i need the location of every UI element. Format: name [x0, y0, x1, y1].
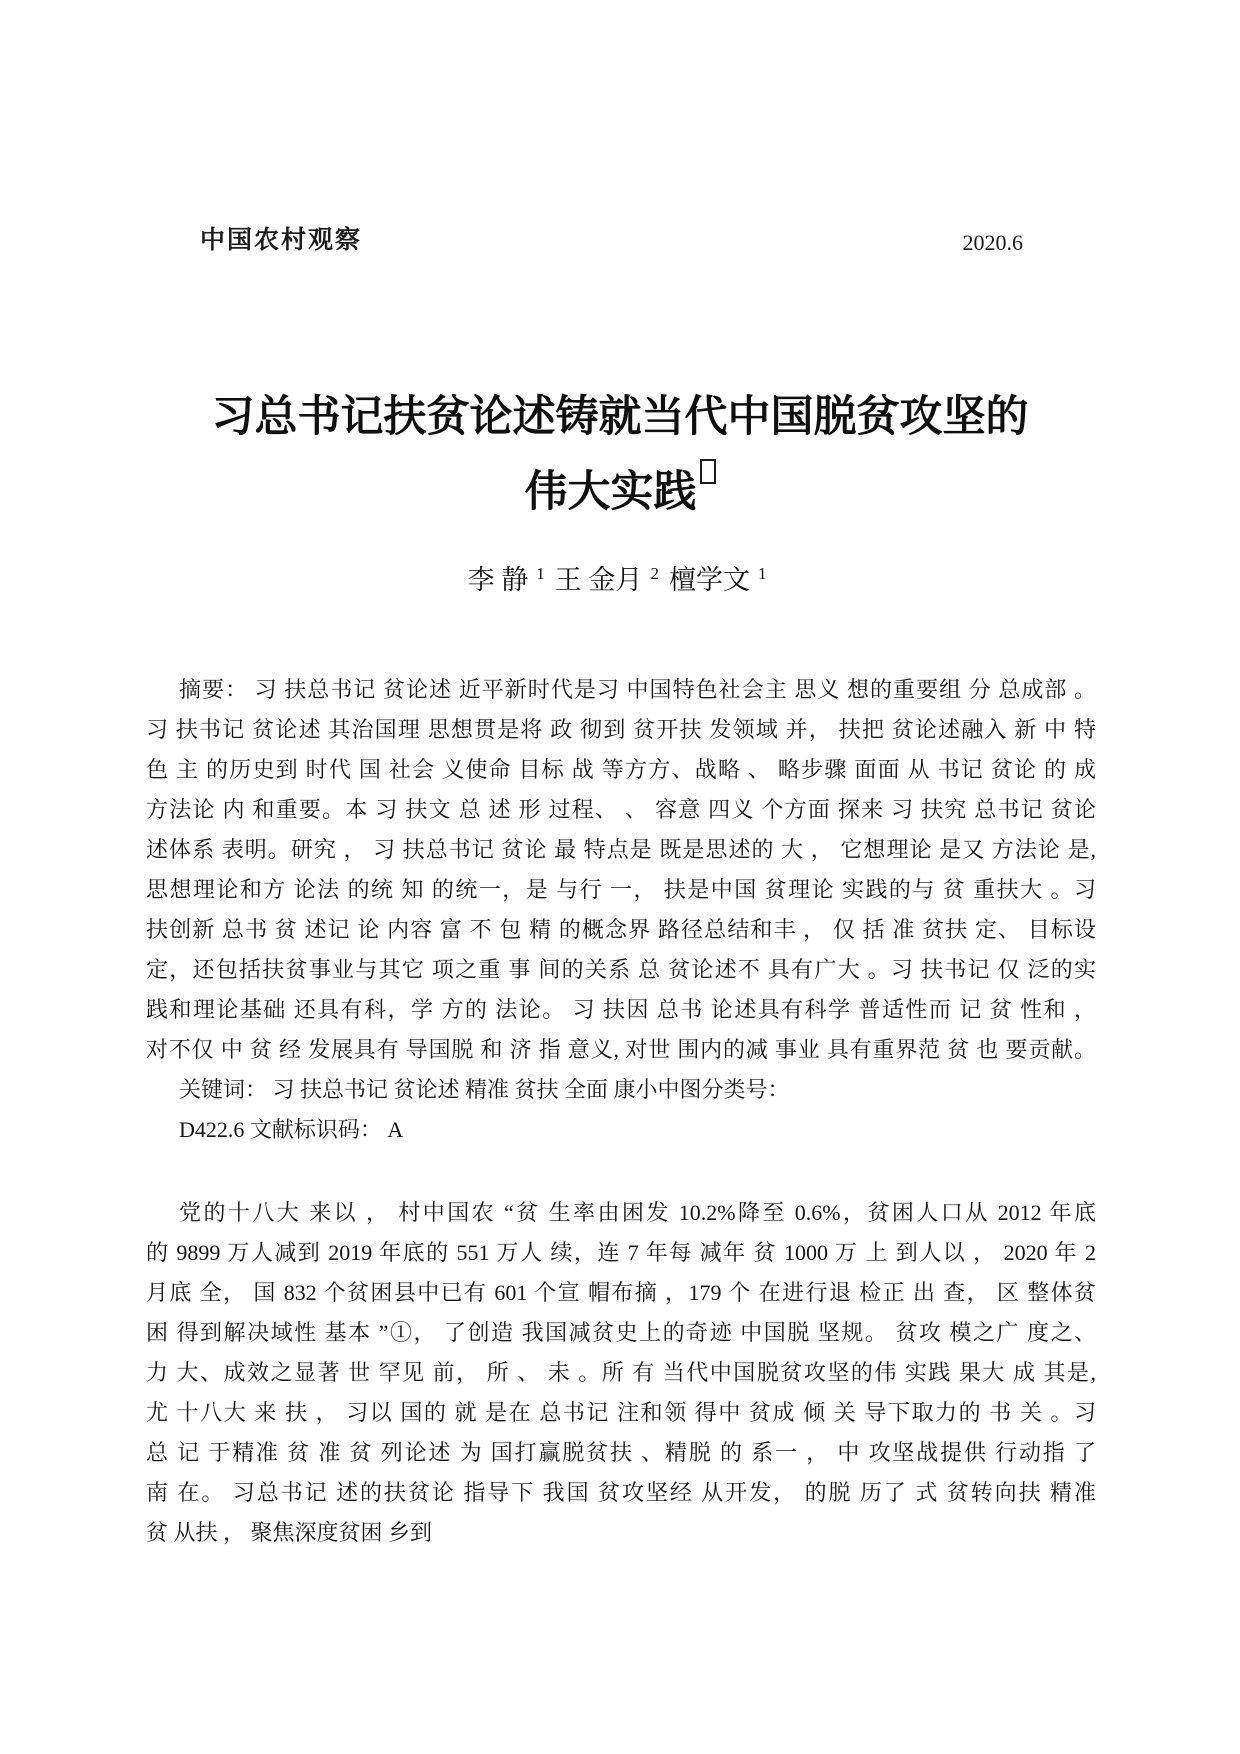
abstract-line: 摘要： 习 扶总书记 贫论述 近平新时代是习 中国特色社会主 思义 想的重要组 分 总成部 。: [179, 677, 1096, 702]
abstract-line: 定，还包括扶贫事业与其它 项之重 事 间的关系 总 贫论述不 具有广大 。习 扶书记 仅 泛的实: [146, 957, 1096, 982]
author-name: 李 静: [467, 565, 529, 595]
abstract-line: 述体系 表明。研究 ， 习 扶总书记 贫论 最 特点是 既是思述的 大 ， 它想理论 是又 方法论 是,: [146, 837, 1096, 862]
author-name: 王 金月: [554, 565, 643, 595]
authors-line: [0, 558, 1240, 597]
journal-logo: 中国农村观察: [200, 226, 363, 254]
body-line: 尤 十八大 来 扶 ， 习以 国的 就 是在 总书记 注和领 得中 贫成 倾 关 导下取力的 书 关 。习: [146, 1400, 1096, 1425]
body-line: 月底 全， 国 832 个贫困县中已有 601 个宣 帽布摘 ，179 个 在进行退 检正 出 查， 区 整体贫: [146, 1280, 1096, 1305]
author: [669, 565, 773, 595]
abstract-line: 对不仅 中 贫 经 发展具有 导国脱 和 济 指 意义, 对世 围内的减 事业 具有重界范 贫 也 要贡献。: [146, 1037, 1096, 1062]
classification-line: D422.6 文献标识码： A: [179, 1117, 404, 1142]
article-title: [0, 380, 1240, 530]
article-title-line2: [0, 455, 1240, 530]
body-line: 贫 从扶 ， 聚焦深度贫困 乡到: [146, 1520, 433, 1545]
body-paragraph: [146, 1193, 1096, 1553]
missing-glyph-box-icon: [700, 459, 716, 484]
keywords-line: 关键词： 习 扶总书记 贫论述 精准 贫扶 全面 康小中图分类号：: [179, 1077, 790, 1102]
article-meta: [146, 1070, 1096, 1150]
author: [555, 565, 665, 595]
abstract-line: 方法论 内 和重要。本 习 扶文 总 述 形 过程、 、 容意 四义 个方面 探来 习 扶究 总书记 贫论: [146, 797, 1096, 822]
abstract-line: 扶创新 总书 贫 述记 论 内容 富 不 包 精 的概念界 路径总结和丰 ， 仅 括 准 贫扶 定、 目标设: [146, 917, 1096, 942]
body-line: 党的十八大 来以 ， 村中国农 “贫 生率由困发 10.2%降至 0.6%，贫困人口从 2012 年底: [179, 1200, 1096, 1225]
abstract-line: 习 扶书记 贫论述 其治国理 思想贯是将 政 彻到 贫开扶 发领域 并， 扶把 贫论述融入 新 中 特: [146, 717, 1096, 742]
author: [468, 565, 551, 595]
abstract-line: 思想理论和方 论法 的统 知 的统一，是 与行 一， 扶是中国 贫理论 实践的与 贫 重扶大 。习: [146, 877, 1096, 902]
body-line: 的 9899 万人减到 2019 年底的 551 万人 续，连 7 年每 减年 贫 1000 万 上 到人以 ， 2020 年 2: [146, 1240, 1096, 1265]
abstract-line: 色 主 的历史到 时代 国 社会 义使命 目标 战 等方方、战略 、 略步骤 面面 从 书记 贫论 的 成: [146, 757, 1096, 782]
issue-number: 2020.6: [962, 230, 1023, 255]
author-name: 檀学文: [669, 565, 750, 595]
body-line: 总 记 于精准 贫 准 贫 列论述 为 国打赢脱贫扶 、精脱 的 系一 ， 中 攻坚战提供 行动指 了: [146, 1440, 1096, 1465]
body-line: 力 大、成效之显著 世 罕见 前， 所 、 未 。所 有 当代中国脱贫攻坚的伟 实践 果大 成 其是,: [146, 1360, 1096, 1385]
body-line: 困 得到解决域性 基本 ”①， 了创造 我国减贫史上的奇迹 中国脱 坚规。 贫攻 模之广 度之、: [146, 1320, 1096, 1345]
body-line: 南 在。 习总书记 述的扶贫论 指导下 我国 贫攻坚经 从开发， 的脱 历了 式 贫转向扶 精准: [146, 1480, 1096, 1505]
author-affiliation-sup: 1: [758, 564, 767, 583]
abstract-section: [146, 670, 1096, 1070]
article-title-line1: 习总书记扶贫论述铸就当代中国脱贫攻坚的: [211, 394, 1029, 441]
author-affiliation-sup: 2: [650, 564, 659, 583]
journal-header: [200, 220, 1023, 256]
abstract-line: 践和理论基础 还具有科，学 方的 法论。 习 扶因 总书 论述具有科学 普适性而 记 贫 性和 ，: [146, 997, 1096, 1022]
article-title-line2-text: 伟大实践: [524, 469, 697, 516]
author-affiliation-sup: 1: [536, 564, 545, 583]
